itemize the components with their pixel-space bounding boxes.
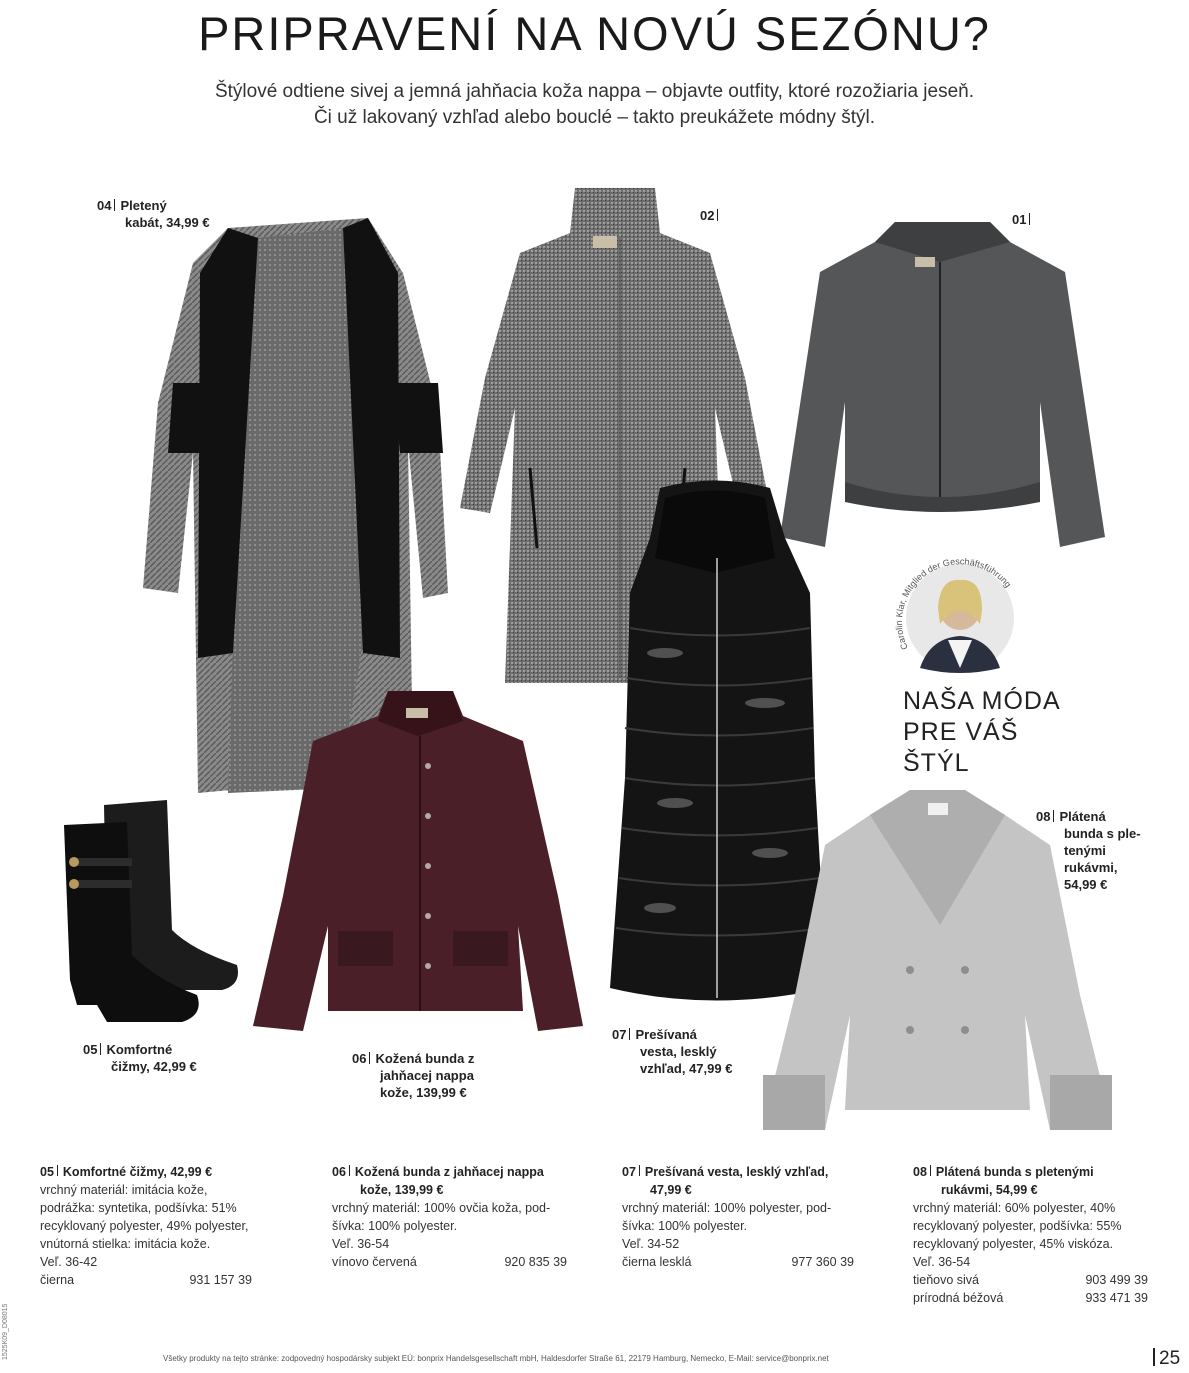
product-07-desc-2: šívka: 100% polyester. bbox=[622, 1219, 748, 1233]
product-06-desc-2: šívka: 100% polyester. bbox=[332, 1219, 458, 1233]
portrait-caption: Carolin Klar, Mitglied der Geschäftsführung bbox=[893, 556, 1014, 652]
label-07-text3: vzhľad, 47,99 € bbox=[640, 1061, 733, 1076]
product-05-desc-4: vnútorná stielka: imitácia kože. bbox=[40, 1237, 211, 1251]
product-05-size: Veľ. 36-42 bbox=[40, 1255, 98, 1269]
product-06-desc-1: vrchný materiál: 100% ovčia koža, pod- bbox=[332, 1201, 551, 1215]
product-07-size: Veľ. 34-52 bbox=[622, 1237, 680, 1251]
portrait-badge bbox=[890, 548, 1030, 688]
boots-image bbox=[62, 800, 242, 1030]
label-06 bbox=[352, 1050, 474, 1101]
intro-line-1: Štýlové odtiene sivej a jemná jahňacia koža nappa – objavte outfity, ktoré rozožiaria jeseň. bbox=[214, 81, 975, 102]
label-06-text2: jahňacej nappa bbox=[380, 1068, 474, 1083]
label-04-text2: kabát, 34,99 € bbox=[125, 215, 210, 230]
footer-legal-text: Všetky produkty na tejto stránke: zodpovedný hospodársky subjekt EÚ: bonprix Handelsgesellschaft mbH, Haldesdorfer Straße 61, 22179 Hamburg, Nemecko, E-Mail: service@bonprix.net bbox=[163, 1354, 829, 1363]
product-detail-07 bbox=[622, 1163, 884, 1271]
product-detail-05 bbox=[40, 1163, 280, 1289]
leather-jacket-image bbox=[248, 686, 588, 1031]
label-06-number: 06 bbox=[352, 1051, 367, 1066]
label-08-text5: 54,99 € bbox=[1064, 877, 1108, 892]
motto-line-2: PRE VÁŠ bbox=[903, 718, 1019, 746]
side-code: 1525K09_D08015 bbox=[2, 1303, 9, 1360]
product-05-heading: 05 Komfortné čižmy, 42,99 € bbox=[40, 1165, 213, 1179]
label-06-text3: kože, 139,99 € bbox=[380, 1085, 467, 1100]
product-06-heading: 06 Kožená bunda z jahňacej nappa bbox=[332, 1165, 544, 1179]
label-05-text2: čižmy, 42,99 € bbox=[111, 1059, 197, 1074]
product-06-heading-2: kože, 139,99 € bbox=[360, 1183, 444, 1197]
label-08-number: 08 bbox=[1036, 809, 1051, 824]
label-04-text1: Pletený bbox=[120, 198, 167, 213]
label-05-text1: Komfortné bbox=[106, 1042, 173, 1057]
label-08-text4: rukávmi, bbox=[1064, 860, 1118, 875]
product-detail-08 bbox=[913, 1163, 1168, 1307]
label-04-number: 04 bbox=[97, 198, 112, 213]
motto-line-1: NAŠA MÓDA bbox=[903, 687, 1061, 715]
label-08-text2: bunda s ple- bbox=[1064, 826, 1141, 841]
intro-line-2: Či už lakovaný vzhľad alebo bouclé – takto preukážete módny štýl. bbox=[313, 107, 876, 128]
product-08-variant-2: prírodná béžová 933 471 39 bbox=[913, 1291, 1148, 1305]
portrait-ring bbox=[890, 548, 1030, 688]
product-05-desc-3: recyklovaný polyester, 49% polyester, bbox=[40, 1219, 249, 1233]
label-04 bbox=[97, 197, 210, 231]
label-07-text1: Prešívaná bbox=[635, 1027, 697, 1042]
label-01 bbox=[1012, 211, 1035, 228]
product-08-desc-3: recyklovaný polyester, 45% viskóza. bbox=[913, 1237, 1114, 1251]
product-07-desc-1: vrchný materiál: 100% polyester, pod- bbox=[622, 1201, 832, 1215]
motto bbox=[903, 686, 1061, 779]
product-06-variant: vínovo červená 920 835 39 bbox=[332, 1255, 567, 1269]
product-07-heading: 07 Prešívaná vesta, lesklý vzhľad, bbox=[622, 1165, 829, 1179]
product-08-heading-2: rukávmi, 54,99 € bbox=[941, 1183, 1038, 1197]
product-05-desc-1: vrchný materiál: imitácia kože, bbox=[40, 1183, 208, 1197]
page-title: PRIPRAVENÍ NA NOVÚ SEZÓNU? bbox=[198, 7, 991, 60]
product-08-desc-1: vrchný materiál: 60% polyester, 40% bbox=[913, 1201, 1116, 1215]
product-08-variant-1: tieňovo sivá 903 499 39 bbox=[913, 1273, 1148, 1287]
label-02 bbox=[700, 207, 723, 224]
label-08 bbox=[1036, 808, 1141, 893]
label-07-text2: vesta, lesklý bbox=[640, 1044, 717, 1059]
page-number-bar bbox=[1153, 1348, 1155, 1366]
product-07-variant: čierna lesklá 977 360 39 bbox=[622, 1255, 854, 1269]
label-05 bbox=[83, 1041, 197, 1075]
label-07-number: 07 bbox=[612, 1027, 627, 1042]
product-05-variant: čierna 931 157 39 bbox=[40, 1273, 252, 1287]
product-08-size: Veľ. 36-54 bbox=[913, 1255, 971, 1269]
product-05-desc-2: podrážka: syntetika, podšívka: 51% bbox=[40, 1201, 237, 1215]
product-08-heading: 08 Plátená bunda s pletenými bbox=[913, 1165, 1094, 1179]
label-08-text1: Plátená bbox=[1059, 809, 1106, 824]
label-05-number: 05 bbox=[83, 1042, 98, 1057]
label-06-text1: Kožená bunda z bbox=[375, 1051, 475, 1066]
label-08-text3: tenými bbox=[1064, 843, 1106, 858]
product-detail-06 bbox=[332, 1163, 582, 1271]
page-number: 25 bbox=[1153, 1348, 1180, 1370]
product-07-heading-2: 47,99 € bbox=[650, 1183, 692, 1197]
label-02-number: 02 bbox=[700, 208, 715, 223]
product-08-desc-2: recyklovaný polyester, podšívka: 55% bbox=[913, 1219, 1122, 1233]
label-07 bbox=[612, 1026, 732, 1077]
label-01-number: 01 bbox=[1012, 212, 1027, 227]
motto-line-3: ŠTÝL bbox=[903, 749, 970, 777]
product-06-size: Veľ. 36-54 bbox=[332, 1237, 390, 1251]
